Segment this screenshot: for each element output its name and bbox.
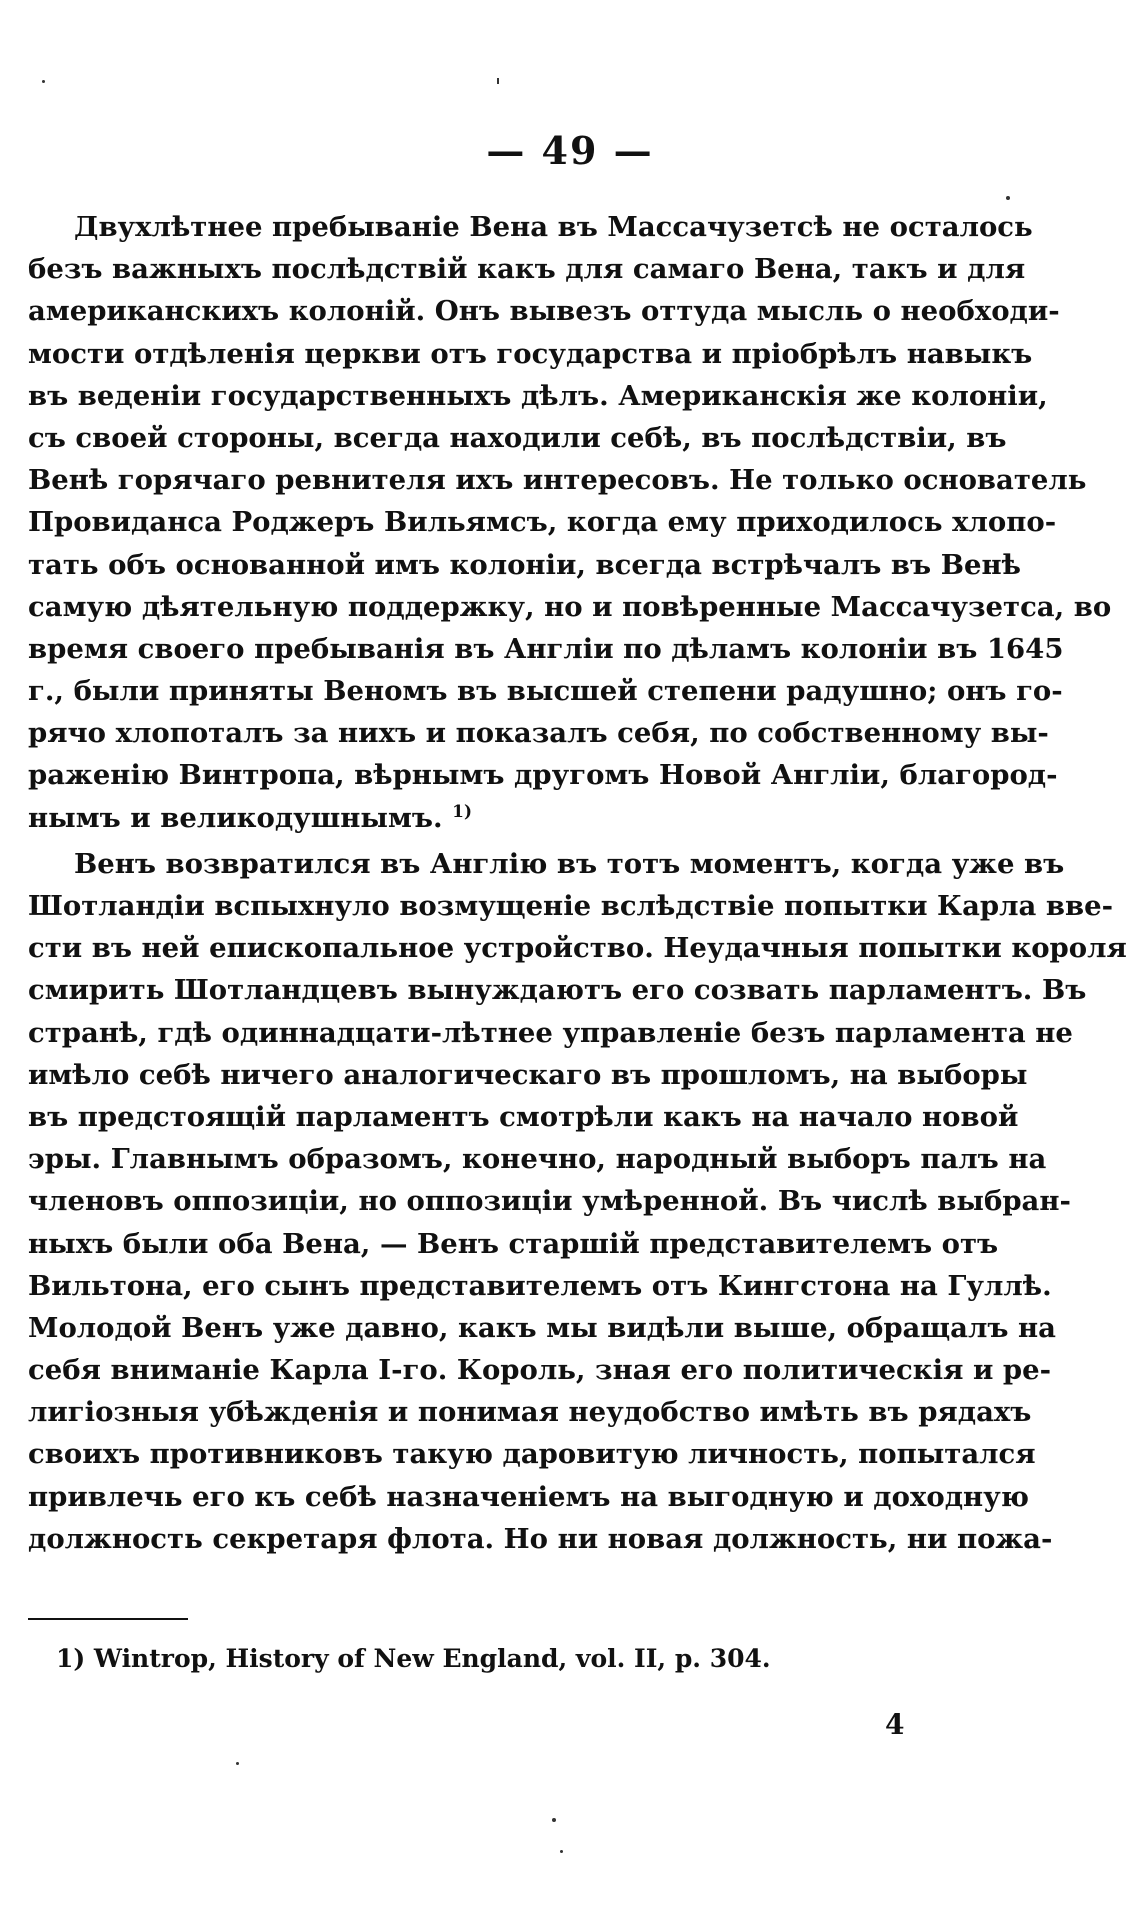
text-line: въ веденіи государственныхъ дѣлъ. Американскія же колоніи, [28, 379, 1048, 412]
text-line: странѣ, гдѣ одиннадцати-лѣтнее управленіе безъ парламента не [28, 1016, 1073, 1049]
footnote-marker: 1) [452, 801, 473, 822]
text-line: себя вниманіе Карла I-го. Король, зная его политическія и ре- [28, 1354, 1052, 1387]
text-line: мости отдѣленія церкви отъ государства и пріобрѣлъ навыкъ [28, 337, 1033, 370]
text-line: тать объ основанной имъ колоніи, всегда встрѣчалъ въ Венѣ [28, 548, 1021, 581]
text-line: привлечь его къ себѣ назначеніемъ на выгодную и доходную [28, 1480, 1029, 1513]
text-line: рячо хлопоталъ за нихъ и показалъ себя, по собственному вы- [28, 717, 1049, 750]
paragraph-2 [28, 843, 1127, 1560]
text-line: раженію Винтропа, вѣрнымъ другомъ Новой Англіи, благород- [28, 759, 1058, 792]
text-line: Двухлѣтнее пребываніе Вена въ Массачузетсѣ не осталось [74, 211, 1033, 243]
text-line: Венъ возвратился въ Англію въ тотъ моментъ, когда уже въ [74, 847, 1065, 880]
text-line: Молодой Венъ уже давно, какъ мы видѣли выше, обращалъ на [28, 1311, 1056, 1344]
text-line: ныхъ были оба Вена, — Венъ старшій представителемъ отъ [28, 1227, 999, 1260]
scan-speck [560, 1850, 563, 1853]
scan-speck [42, 80, 45, 83]
text-line: американскихъ колоній. Онъ вывезъ оттуда мысль о необходи- [28, 295, 1060, 328]
paragraph-1 [28, 206, 1112, 839]
text-line [28, 797, 986, 839]
text-line: самую дѣятельную поддержку, но и повѣренные Массачузетса, во [28, 590, 1112, 623]
text-line: членовъ оппозиціи, но оппозиціи умѣренной. Въ числѣ выбран- [28, 1185, 1071, 1218]
text-line: Провиданса Роджеръ Вильямсъ, когда ему приходилось хлопо- [28, 506, 1057, 539]
scan-speck [497, 78, 499, 84]
text-line: эры. Главнымъ образомъ, конечно, народный выборъ палъ на [28, 1143, 1047, 1176]
text-line: сти въ ней епископальное устройство. Неудачныя попытки короля [28, 932, 1127, 965]
scan-speck [1006, 196, 1010, 200]
text-line: лигіозныя убѣжденія и понимая неудобство имѣть въ рядахъ [28, 1396, 1032, 1429]
text-line: г., были приняты Веномъ въ высшей степени радушно; онъ го- [28, 675, 1063, 708]
text-line: имѣло себѣ ничего аналогическаго въ прошломъ, на выборы [28, 1058, 1028, 1091]
text-line-content: нымъ и великодушнымъ. [28, 801, 443, 834]
signature-mark: 4 [885, 1708, 905, 1741]
text-line: Венѣ горячаго ревнителя ихъ интересовъ. Не только основатель [28, 464, 1087, 497]
text-line: должность секретаря флота. Но ни новая должность, ни пожа- [28, 1522, 1053, 1555]
text-line: безъ важныхъ послѣдствій какъ для самаго Вена, такъ и для [28, 253, 1026, 286]
footnote-divider [28, 1618, 188, 1620]
text-line: смирить Шотландцевъ вынуждаютъ его созвать парламентъ. Въ [28, 974, 1087, 1007]
page-number: — 49 — [486, 128, 654, 173]
text-line: Шотландіи вспыхнуло возмущеніе вслѣдствіе попытки Карла вве- [28, 890, 1114, 922]
footnote: 1) Wintrop, History of New England, vol. II, p. 304. [56, 1644, 771, 1673]
scan-speck [236, 1762, 239, 1765]
text-line: Вильтона, его сынъ представителемъ отъ Кингстона на Гуллѣ. [28, 1269, 1052, 1302]
text-line: время своего пребыванія въ Англіи по дѣламъ колоніи въ 1645 [28, 632, 1064, 665]
text-line: въ предстоящій парламентъ смотрѣли какъ на начало новой [28, 1100, 1019, 1133]
text-line: съ своей стороны, всегда находили себѣ, въ послѣдствіи, въ [28, 421, 1007, 454]
body-text [28, 206, 1127, 1560]
text-line: своихъ противниковъ такую даровитую личность, попытался [28, 1438, 1036, 1471]
scan-speck [552, 1818, 556, 1822]
